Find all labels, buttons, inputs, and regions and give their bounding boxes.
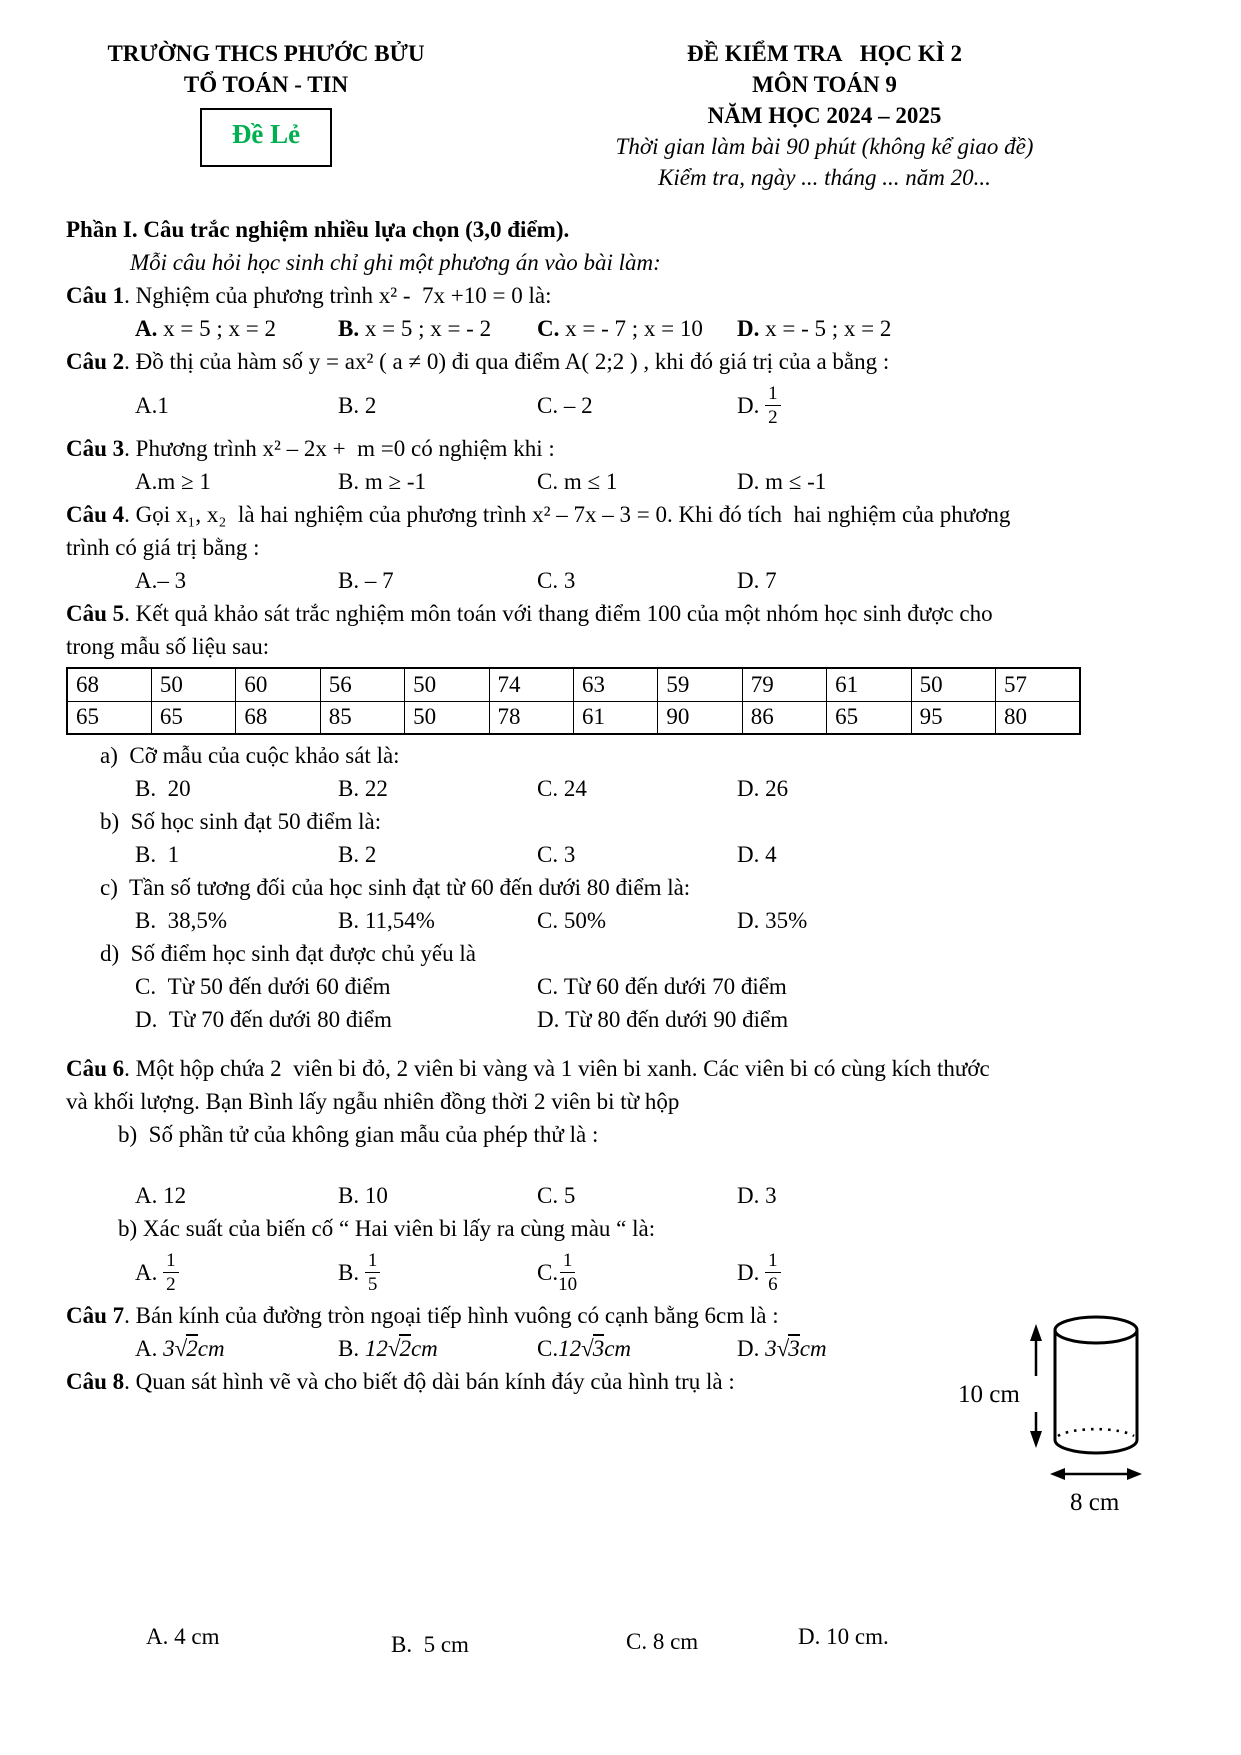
option-letter: B.: [338, 469, 360, 494]
option-letter: D.: [737, 1259, 766, 1285]
fraction-numerator: 1: [163, 1250, 179, 1273]
fraction: [365, 1250, 381, 1295]
fraction-denominator: 2: [166, 1273, 176, 1295]
fraction: [765, 383, 781, 428]
fraction-numerator: 1: [365, 1250, 381, 1273]
question-block: [66, 1365, 1183, 1516]
option-letter: D.: [737, 316, 760, 341]
options-row: [135, 772, 1183, 805]
table-cell: 68: [236, 701, 320, 734]
table-cell: 65: [67, 701, 151, 734]
fraction-denominator: 2: [768, 406, 778, 428]
question-blocks: [66, 279, 1183, 1657]
option-letter: A.: [146, 1624, 169, 1649]
option-letter: C.: [537, 1183, 559, 1208]
option: [135, 564, 338, 597]
sub-question: [118, 1118, 1183, 1151]
exam-variant-label: Đề Lẻ: [231, 119, 301, 149]
cylinder-figure: [936, 1310, 1171, 1522]
radicand: 2: [399, 1336, 411, 1361]
option-letter: D.: [737, 908, 760, 933]
option-value: 7: [759, 568, 777, 593]
option-value: 5 cm: [412, 1632, 469, 1657]
option-value: x = - 7 ; x = 10: [559, 316, 703, 341]
option: [146, 1620, 391, 1653]
question-label: Câu 3: [66, 436, 125, 461]
option-letter: D.: [737, 842, 760, 867]
option-value: 11,54%: [359, 908, 435, 933]
table-cell: 63: [573, 668, 657, 701]
option: [537, 312, 737, 345]
option-value: 10: [359, 1183, 388, 1208]
option: [737, 772, 1183, 805]
option-value: m ≤ -1: [759, 469, 827, 494]
option-letter: D.: [737, 1336, 766, 1361]
option: [537, 1245, 737, 1299]
table-cell: 65: [827, 701, 911, 734]
fraction-numerator: 1: [560, 1250, 576, 1273]
sqrt-coefficient: 12: [558, 1336, 582, 1361]
table-cell: 86: [742, 701, 826, 734]
option-letter: B.: [338, 1183, 360, 1208]
option: [737, 465, 1183, 498]
fraction-numerator: 1: [765, 383, 781, 406]
sqrt-expression: [163, 1332, 224, 1365]
sqrt-coefficient: 12: [364, 1336, 388, 1361]
sub-question: [100, 739, 1183, 772]
option-letter: D.: [737, 392, 766, 418]
sqrt-unit: cm: [799, 1336, 827, 1361]
option: [135, 465, 338, 498]
options-row: [135, 465, 1183, 498]
options-row: [146, 1620, 1183, 1657]
options-row: [135, 312, 1183, 345]
option-value: m ≥ 1: [157, 469, 211, 494]
option-letter: B.: [135, 842, 157, 867]
option: [737, 1245, 1183, 1299]
exam-title-block: [466, 38, 1183, 193]
option-value: 26: [759, 776, 789, 801]
radicand: 3: [788, 1336, 800, 1361]
exam-date-note: Kiểm tra, ngày ... tháng ... năm 20...: [658, 165, 991, 190]
table-cell: 61: [573, 701, 657, 734]
option-letter: C.: [537, 1259, 559, 1285]
option-letter: D.: [737, 568, 760, 593]
option-value: 35%: [759, 908, 808, 933]
option: [537, 564, 737, 597]
sub-question-label: d): [100, 941, 120, 966]
sub-question-label: b): [118, 1122, 138, 1147]
option: [135, 838, 338, 871]
question-line: [66, 531, 1183, 564]
question-label: Câu 4: [66, 502, 125, 527]
option-value: 3: [759, 1183, 777, 1208]
option: [135, 312, 338, 345]
question-line: [66, 1052, 1183, 1085]
document-header: [66, 38, 1183, 193]
option-value: 5: [558, 1183, 576, 1208]
table-cell: 80: [995, 701, 1080, 734]
option-letter: A.: [135, 1259, 164, 1285]
table-cell: 50: [911, 668, 995, 701]
fraction-denominator: 6: [768, 1273, 778, 1295]
question-label: Câu 6: [66, 1056, 125, 1081]
part1-heading: Phần I. Câu trắc nghiệm nhiều lựa chọn (3,0 điểm).: [66, 217, 570, 242]
question-text: . Kết quả khảo sát trắc nghiệm môn toán với thang điểm 100 của một nhóm học sinh được cho: [124, 601, 993, 626]
question-label: Câu 2: [66, 349, 125, 374]
width-dimension-label: 8 cm: [1070, 1489, 1120, 1516]
sub-question: [100, 937, 1183, 970]
option-value: Từ 80 đến dưới 90 điểm: [559, 1007, 789, 1032]
part1-instruction: Mỗi câu hỏi học sinh chỉ ghi một phương án vào bài làm:: [130, 250, 661, 275]
option-value: 1: [156, 842, 180, 867]
option-letter: D.: [798, 1624, 821, 1649]
option-value: 20: [156, 776, 191, 801]
radical-sign: √: [387, 1336, 401, 1361]
radicand: 3: [592, 1336, 605, 1361]
option: [135, 1003, 537, 1036]
question-block: [66, 345, 1183, 378]
option: [737, 312, 1183, 345]
fraction-denominator: 10: [558, 1273, 578, 1295]
option-letter: C.: [537, 908, 559, 933]
table-cell: 60: [236, 668, 320, 701]
option: [135, 904, 338, 937]
option-letter: B.: [338, 316, 360, 341]
option-letter: D.: [135, 1007, 158, 1032]
height-dimension-label: 10 cm: [958, 1381, 1020, 1408]
sub-question-text: Tần số tương đối của học sinh đạt từ 60 đến dưới 80 điểm là:: [117, 875, 691, 900]
exam-subject: MÔN TOÁN 9: [752, 72, 897, 97]
option: [338, 772, 537, 805]
option: [338, 904, 537, 937]
question-label: Câu 7: [66, 1303, 125, 1328]
question-text: . Gọi x₁, x₂ là hai nghiệm của phương trình x² – 7x – 3 = 0. Khi đó tích hai nghiệm của phương: [124, 502, 1011, 527]
option: [338, 1179, 537, 1212]
option: [737, 838, 1183, 871]
option-letter: D.: [537, 1007, 560, 1032]
fraction: [765, 1250, 781, 1295]
options-row: [135, 838, 1183, 871]
option-value: 8 cm: [647, 1629, 699, 1654]
sub-question-label: a): [100, 743, 118, 768]
option: [391, 1628, 626, 1661]
question-block: [66, 279, 1183, 312]
question-label: Câu 1: [66, 283, 125, 308]
fraction: [163, 1250, 179, 1295]
option-value: 3: [558, 568, 576, 593]
table-cell: 56: [320, 668, 404, 701]
option-letter: C.: [537, 842, 559, 867]
question-line: [66, 432, 1183, 465]
option-letter: D.: [737, 1183, 760, 1208]
option: [537, 1332, 737, 1365]
question-label: Câu 5: [66, 601, 125, 626]
option-value: x = - 5 ; x = 2: [759, 316, 892, 341]
sqrt-expression: [558, 1332, 631, 1365]
table-cell: 85: [320, 701, 404, 734]
option: [135, 378, 338, 432]
question-text: trong mẫu số liệu sau:: [66, 634, 270, 659]
option: [135, 1332, 338, 1365]
question-line: [66, 1085, 1183, 1118]
option-value: 12: [157, 1183, 187, 1208]
options-row: [135, 1179, 1183, 1212]
sqrt-expression: [365, 1332, 438, 1365]
option-letter: C.: [537, 776, 559, 801]
option-letter: C.: [135, 974, 157, 999]
option-letter: B.: [338, 568, 360, 593]
sqrt-unit: cm: [410, 1336, 438, 1361]
cylinder-svg: [936, 1310, 1171, 1522]
question-text: . Đồ thị của hàm số y = ax² ( a ≠ 0) đi qua điểm A( 2;2 ) , khi đó giá trị của a bằng :: [124, 349, 890, 374]
option-letter: B.: [135, 908, 157, 933]
table-row: [67, 668, 1080, 701]
option-letter: D.: [737, 776, 760, 801]
option-letter: B.: [338, 842, 360, 867]
table-cell: 59: [658, 668, 742, 701]
sub-question: [100, 805, 1183, 838]
sqrt-unit: cm: [604, 1336, 632, 1361]
option: [537, 1003, 1183, 1036]
school-name: TRƯỜNG THCS PHƯỚC BỬU: [107, 41, 425, 66]
option-value: 38,5%: [156, 908, 228, 933]
question-line: [66, 597, 1183, 630]
question-block: [66, 597, 1183, 663]
table-cell: 68: [67, 668, 151, 701]
option-value: 2: [359, 392, 377, 418]
table-cell: 95: [911, 701, 995, 734]
option-letter: B.: [338, 1336, 365, 1361]
options-row: [135, 904, 1183, 937]
option: [338, 312, 537, 345]
question-block: [66, 498, 1183, 564]
option-letter: C.: [537, 392, 559, 418]
option-letter: B.: [135, 776, 157, 801]
option-value: x = 5 ; x = 2: [157, 316, 276, 341]
options-row: [135, 564, 1183, 597]
option-value: 50%: [558, 908, 607, 933]
table-cell: 61: [827, 668, 911, 701]
option: [537, 465, 737, 498]
option: [135, 1245, 338, 1299]
option: [338, 1245, 537, 1299]
option-value: m ≤ 1: [558, 469, 618, 494]
option-letter: A.: [135, 469, 158, 494]
question-label: Câu 8: [66, 1369, 125, 1394]
sqrt-coefficient: 3: [163, 1336, 175, 1361]
option: [338, 465, 537, 498]
exam-title: ĐỀ KIỂM TRA HỌC KÌ 2: [687, 41, 962, 66]
option-value: Từ 70 đến dưới 80 điểm: [157, 1007, 392, 1032]
option: [537, 1179, 737, 1212]
option-value: 4: [759, 842, 777, 867]
option-letter: C.: [537, 1336, 559, 1361]
sub-question: [100, 871, 1183, 904]
option: [537, 970, 1183, 1003]
option-value: m ≥ -1: [359, 469, 427, 494]
option: [338, 564, 537, 597]
question-line: [66, 630, 1183, 663]
sub-question-text: Số học sinh đạt 50 điểm là:: [119, 809, 382, 834]
sub-question-label: c): [100, 875, 118, 900]
fraction-denominator: 5: [367, 1273, 378, 1295]
sqrt-coefficient: 3: [765, 1336, 777, 1361]
radical-sign: √: [174, 1336, 188, 1361]
option-letter: C.: [537, 568, 559, 593]
option-letter: C.: [537, 316, 560, 341]
option: [135, 772, 338, 805]
option: [537, 772, 737, 805]
options-row: [135, 1245, 1183, 1299]
option-value: 22: [359, 776, 388, 801]
option: [798, 1620, 1183, 1653]
radicand: 2: [186, 1336, 198, 1361]
option-letter: B.: [338, 776, 360, 801]
school-block: [66, 38, 466, 193]
option-value: x = 5 ; x = - 2: [359, 316, 492, 341]
table-cell: 50: [405, 701, 489, 734]
option: [135, 1179, 338, 1212]
option-value: Từ 50 đến dưới 60 điểm: [156, 974, 391, 999]
option-letter: A.: [135, 316, 158, 341]
options-row: [135, 970, 1183, 1036]
option: [135, 970, 537, 1003]
department-name: TỔ TOÁN - TIN: [183, 72, 349, 97]
question-text: . Phương trình x² – 2x + m =0 có nghiệm khi :: [124, 436, 555, 461]
exam-school-year: NĂM HỌC 2024 – 2025: [707, 103, 942, 128]
option-letter: A.: [135, 392, 158, 418]
sub-question: [118, 1212, 1183, 1245]
question-text: trình có giá trị bằng :: [66, 535, 260, 560]
sqrt-expression: [765, 1332, 826, 1365]
fraction: [558, 1250, 577, 1295]
option: [338, 1332, 537, 1365]
option-letter: B.: [338, 392, 360, 418]
question-text: và khối lượng. Bạn Bình lấy ngẫu nhiên đồng thời 2 viên bi từ hộp: [66, 1089, 680, 1114]
option-letter: A.: [135, 1183, 158, 1208]
option-letter: B.: [338, 908, 360, 933]
question-block: [66, 1052, 1183, 1118]
table-cell: 50: [151, 668, 235, 701]
option-letter: A.: [135, 568, 158, 593]
option: [338, 378, 537, 432]
option: [338, 838, 537, 871]
question-block: [66, 432, 1183, 465]
question-line: [66, 498, 1183, 531]
option-letter: D.: [737, 469, 760, 494]
option-value: 4 cm: [168, 1624, 220, 1649]
option: [737, 1179, 1183, 1212]
option-letter: A.: [135, 1336, 164, 1361]
option: [537, 904, 737, 937]
option: [737, 564, 1183, 597]
options-row: [135, 378, 1183, 432]
radical-sign: √: [776, 1336, 790, 1361]
data-table: [66, 667, 1081, 735]
option-letter: C.: [537, 469, 559, 494]
sub-question-label: b): [100, 809, 120, 834]
question-text: . Quan sát hình vẽ và cho biết độ dài bán kính đáy của hình trụ là :: [124, 1369, 735, 1394]
exam-variant-box: [200, 108, 332, 167]
table-cell: 74: [489, 668, 573, 701]
option-value: 10 cm.: [820, 1624, 889, 1649]
table-cell: 57: [995, 668, 1080, 701]
sub-question-text: Số phần tử của không gian mẫu của phép thử là :: [137, 1122, 599, 1147]
option-value: 24: [558, 776, 587, 801]
option: [537, 378, 737, 432]
exam-duration-note: Thời gian làm bài 90 phút (không kể giao đề): [615, 134, 1034, 159]
question-line: [66, 279, 1183, 312]
option-value: 2: [359, 842, 377, 867]
option-value: – 2: [558, 392, 593, 418]
sqrt-unit: cm: [197, 1336, 225, 1361]
table-cell: 50: [405, 668, 489, 701]
option-value: – 7: [359, 568, 394, 593]
question-text: . Nghiệm của phương trình x² - 7x +10 = 0 là:: [124, 283, 552, 308]
option-letter: B.: [391, 1632, 413, 1657]
option-letter: B.: [338, 1259, 365, 1285]
option: [737, 378, 1183, 432]
option-value: – 3: [157, 568, 187, 593]
radical-sign: √: [581, 1336, 594, 1361]
sub-question-text: Số điểm học sinh đạt được chủ yếu là: [119, 941, 476, 966]
table-cell: 79: [742, 668, 826, 701]
question-text: . Bán kính của đường tròn ngoại tiếp hình vuông có cạnh bằng 6cm là :: [124, 1303, 779, 1328]
sub-question-label: b): [118, 1216, 138, 1241]
option: [537, 838, 737, 871]
option-value: 1: [157, 392, 169, 418]
option: [626, 1625, 798, 1658]
option-value: 3: [558, 842, 576, 867]
sub-question-text: Cỡ mẫu của cuộc khảo sát là:: [117, 743, 400, 768]
fraction-numerator: 1: [765, 1250, 781, 1273]
sub-question-text: Xác suất của biến cố “ Hai viên bi lấy ra cùng màu “ là:: [137, 1216, 656, 1241]
table-cell: 65: [151, 701, 235, 734]
question-line: [66, 345, 1183, 378]
option-letter: C.: [626, 1629, 648, 1654]
table-cell: 78: [489, 701, 573, 734]
option-letter: C.: [537, 974, 559, 999]
option-value: Từ 60 đến dưới 70 điểm: [558, 974, 787, 999]
table-row: [67, 701, 1080, 734]
question-text: . Một hộp chứa 2 viên bi đỏ, 2 viên bi vàng và 1 viên bi xanh. Các viên bi có cùng kích thước: [124, 1056, 990, 1081]
table-cell: 90: [658, 701, 742, 734]
option: [737, 904, 1183, 937]
